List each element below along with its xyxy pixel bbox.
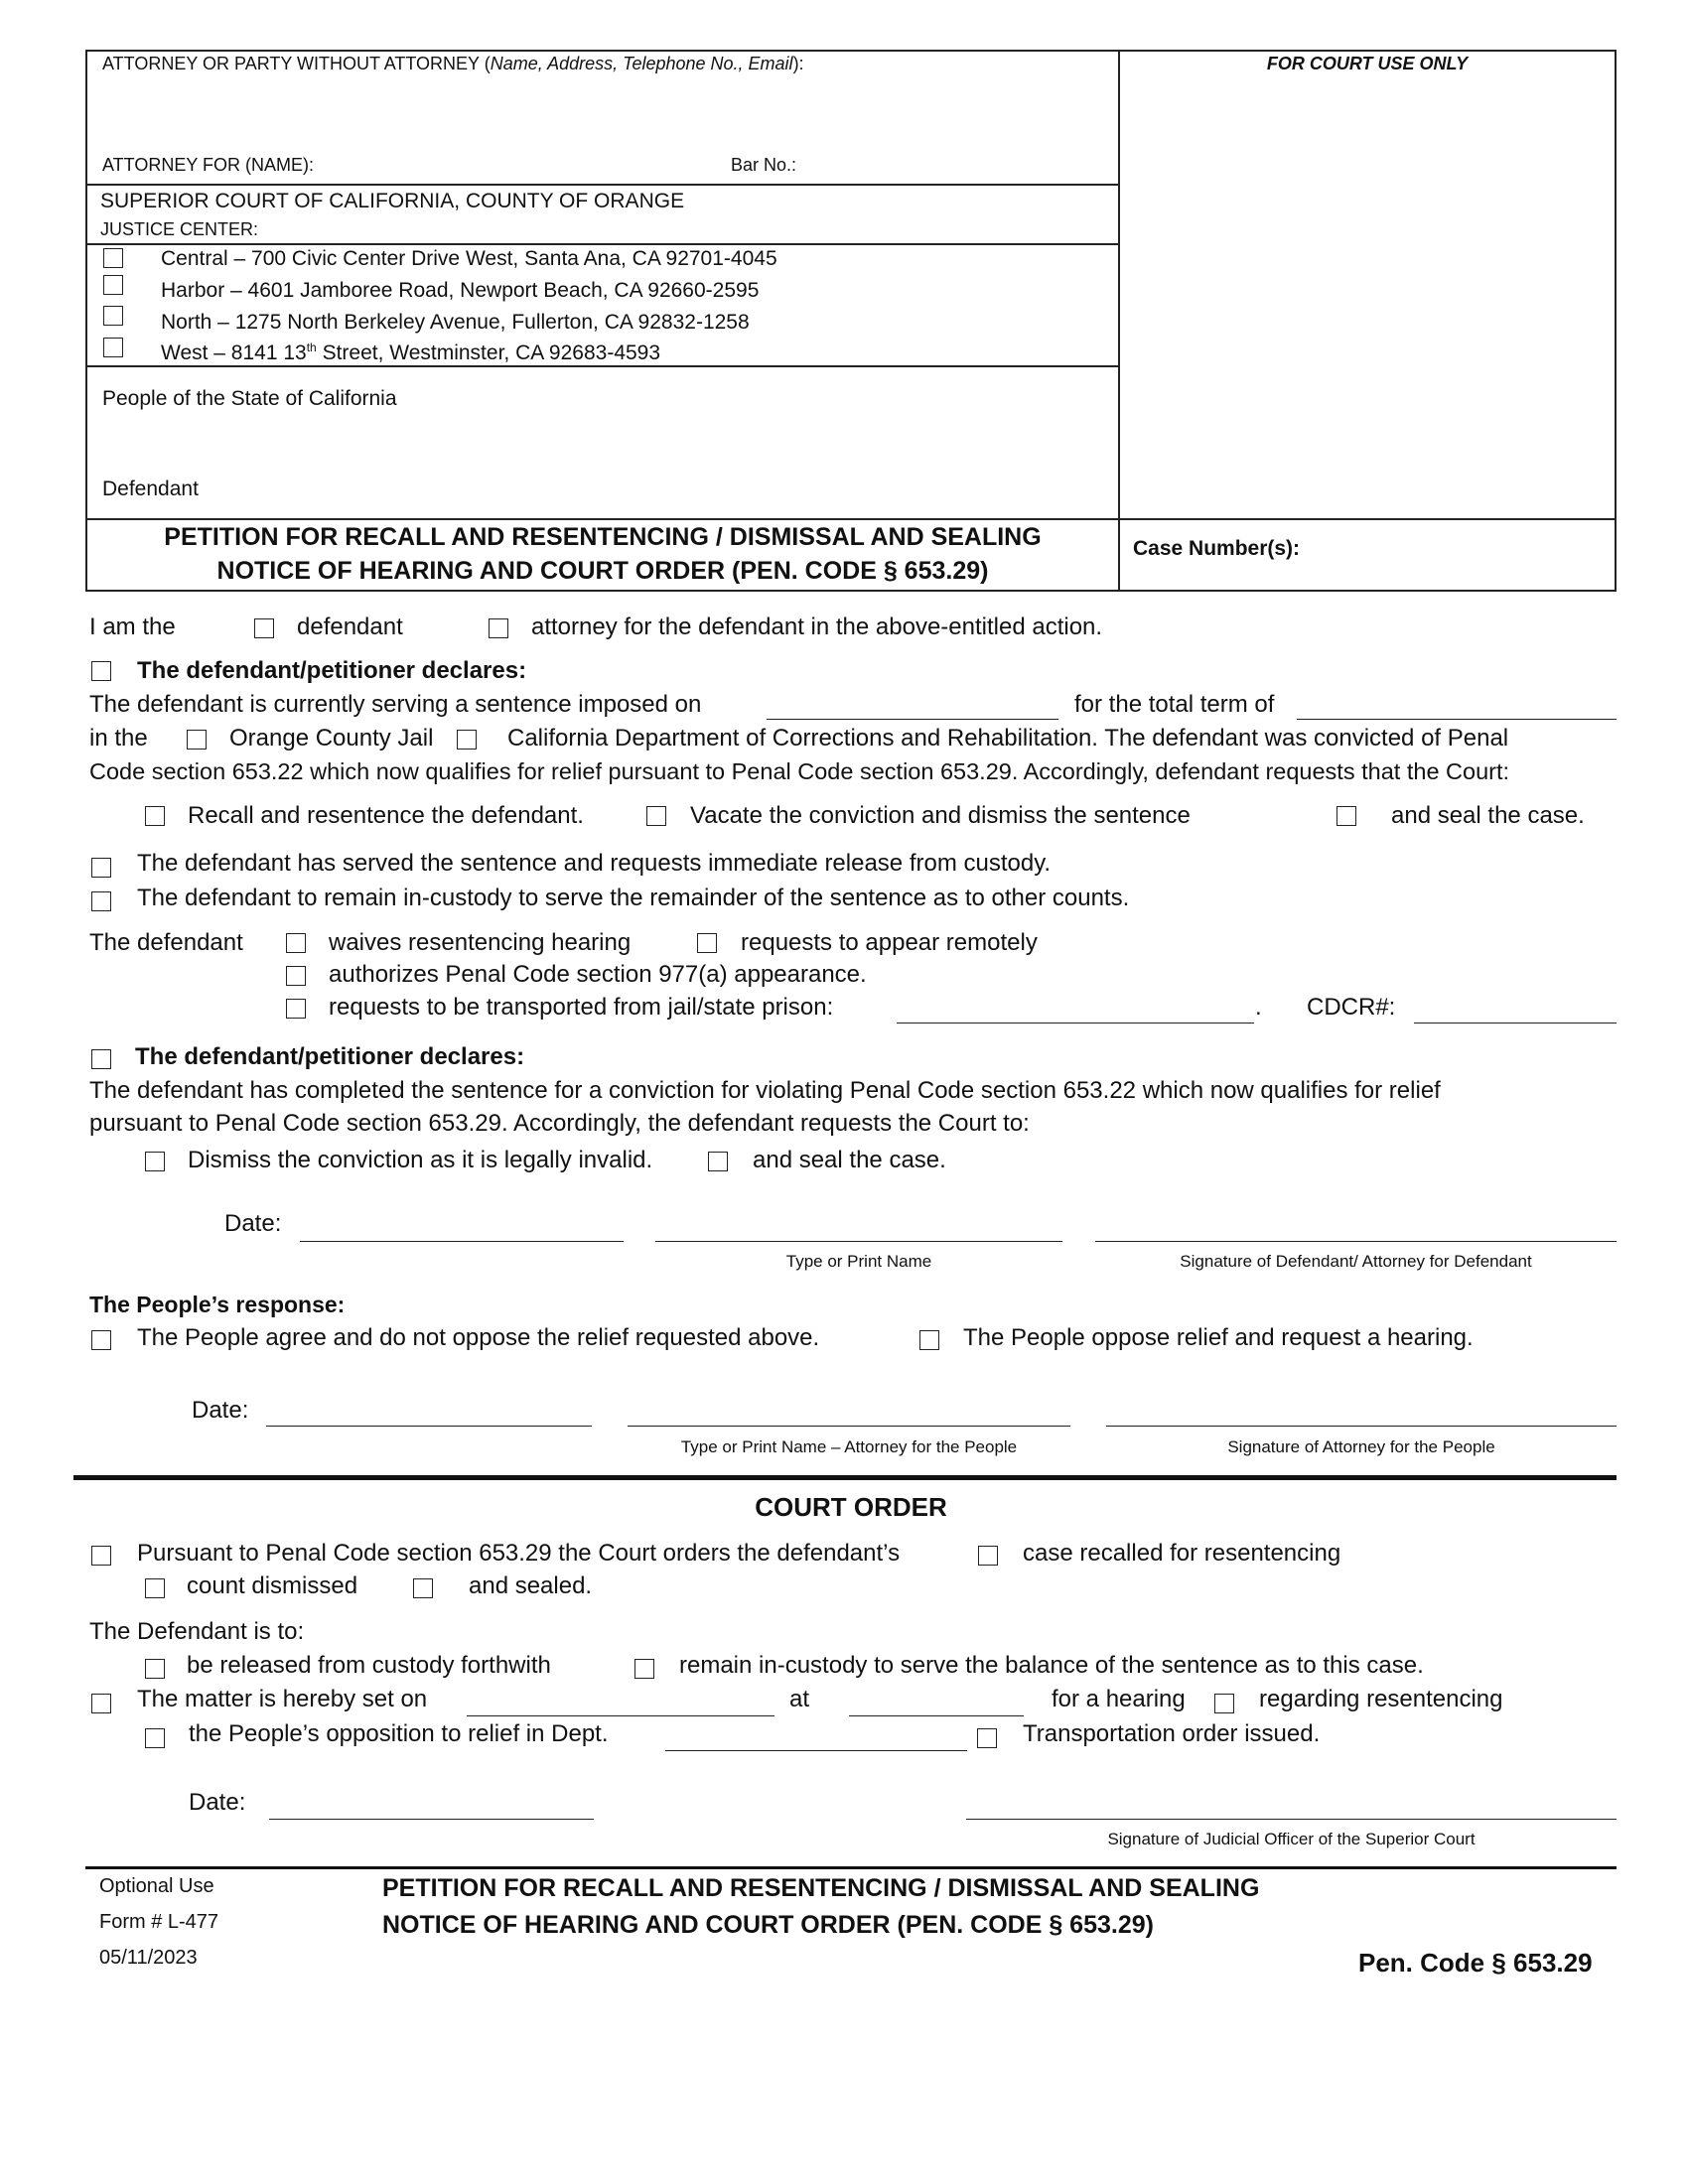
form-date-label: 05/11/2023 bbox=[99, 1947, 198, 1969]
matter-set-checkbox[interactable] bbox=[91, 1694, 111, 1713]
dismiss-invalid-checkbox[interactable] bbox=[145, 1152, 165, 1171]
i-am-the-label: I am the bbox=[89, 614, 176, 640]
seal-1-checkbox[interactable] bbox=[1336, 806, 1356, 826]
completed-line1: The defendant has completed the sentence for a conviction for violating Penal Code section 653.22 which now qualifies for relief bbox=[89, 1077, 1441, 1104]
transport-order-label: Transportation order issued. bbox=[1023, 1720, 1321, 1747]
opposition-checkbox[interactable] bbox=[145, 1728, 165, 1748]
divider bbox=[85, 518, 1120, 520]
footer-divider bbox=[85, 1866, 1617, 1869]
dismiss-invalid-label: Dismiss the conviction as it is legally invalid. bbox=[188, 1147, 653, 1173]
form-title-line1: PETITION FOR RECALL AND RESENTENCING / DISMISSAL AND SEALING bbox=[164, 523, 1042, 551]
center-west-label: West – 8141 13th Street, Westminster, CA 92683-4593 bbox=[161, 341, 661, 364]
defendant-is-to-label: The Defendant is to: bbox=[89, 1618, 305, 1645]
waives-checkbox[interactable] bbox=[286, 933, 306, 953]
waives-label: waives resentencing hearing bbox=[329, 929, 632, 956]
recall-checkbox[interactable] bbox=[145, 806, 165, 826]
dept-field[interactable] bbox=[665, 1750, 967, 1751]
count-dismissed-checkbox[interactable] bbox=[145, 1578, 165, 1598]
justice-center-label: JUSTICE CENTER: bbox=[100, 219, 259, 239]
released-label: be released from custody forthwith bbox=[187, 1652, 551, 1679]
hearing-time-field[interactable] bbox=[849, 1715, 1024, 1716]
footer-pen-code: Pen. Code § 653.29 bbox=[1358, 1948, 1593, 1978]
defendant-label: Defendant bbox=[102, 478, 199, 500]
people-agree-label: The People agree and do not oppose the relief requested above. bbox=[137, 1324, 820, 1351]
pursuant-checkbox[interactable] bbox=[91, 1546, 111, 1566]
center-harbor-checkbox[interactable] bbox=[103, 275, 123, 295]
transport-label: requests to be transported from jail/state prison: bbox=[329, 994, 834, 1021]
petition-date-label: Date: bbox=[224, 1210, 282, 1237]
for-hearing-label: for a hearing bbox=[1052, 1686, 1186, 1712]
i-am-attorney-checkbox[interactable] bbox=[489, 618, 508, 638]
people-oppose-checkbox[interactable] bbox=[919, 1330, 939, 1350]
people-agree-checkbox[interactable] bbox=[91, 1330, 111, 1350]
declares-2-checkbox[interactable] bbox=[91, 1049, 111, 1069]
sentence-date-field[interactable] bbox=[767, 719, 1058, 720]
seal-2-checkbox[interactable] bbox=[708, 1152, 728, 1171]
remote-checkbox[interactable] bbox=[697, 933, 717, 953]
cdcr-number-field[interactable] bbox=[1414, 1023, 1617, 1024]
remote-label: requests to appear remotely bbox=[741, 929, 1038, 956]
the-defendant-label: The defendant bbox=[89, 929, 243, 956]
ocj-checkbox[interactable] bbox=[187, 730, 207, 750]
judicial-signature-caption: Signature of Judicial Officer of the Superior Court bbox=[1107, 1830, 1476, 1848]
transport-checkbox[interactable] bbox=[286, 999, 306, 1019]
hearing-date-field[interactable] bbox=[467, 1715, 774, 1716]
type-name-caption: Type or Print Name bbox=[785, 1252, 932, 1271]
total-term-label: for the total term of bbox=[1074, 691, 1275, 718]
remain-balance-checkbox[interactable] bbox=[634, 1659, 654, 1679]
footer-title-line2: NOTICE OF HEARING AND COURT ORDER (PEN. CODE § 653.29) bbox=[382, 1911, 1154, 1939]
code-section-text: Code section 653.22 which now qualifies for relief pursuant to Penal Code section 653.29. Accordingly, defendant requests that the Court: bbox=[89, 758, 1510, 784]
center-north-checkbox[interactable] bbox=[103, 306, 123, 326]
authorizes-checkbox[interactable] bbox=[286, 966, 306, 986]
i-am-defendant-checkbox[interactable] bbox=[254, 618, 274, 638]
served-checkbox[interactable] bbox=[91, 858, 111, 878]
serving-label: The defendant is currently serving a sentence imposed on bbox=[89, 691, 702, 718]
regarding-checkbox[interactable] bbox=[1214, 1694, 1234, 1713]
form-title-line2: NOTICE OF HEARING AND COURT ORDER (PEN. CODE § 653.29) bbox=[216, 557, 989, 585]
in-the-label: in the bbox=[89, 725, 148, 751]
cdcr-number-label: CDCR#: bbox=[1307, 994, 1396, 1021]
judicial-signature-field[interactable] bbox=[966, 1819, 1617, 1820]
vacate-label: Vacate the conviction and dismiss the sentence bbox=[690, 802, 1191, 829]
declares-1-heading: The defendant/petitioner declares: bbox=[137, 657, 527, 684]
petition-name-field[interactable] bbox=[655, 1241, 1062, 1242]
people-signature-caption: Signature of Attorney for the People bbox=[1227, 1437, 1495, 1456]
court-name: SUPERIOR COURT OF CALIFORNIA, COUNTY OF ORANGE bbox=[100, 190, 685, 212]
completed-line2: pursuant to Penal Code section 653.29. Accordingly, the defendant requests the Court to: bbox=[89, 1110, 1030, 1137]
total-term-field[interactable] bbox=[1297, 719, 1617, 720]
matter-set-label: The matter is hereby set on bbox=[137, 1686, 428, 1712]
cdcr-label: California Department of Corrections and Rehabilitation. The defendant was convicted of Penal bbox=[507, 725, 1509, 751]
divider bbox=[85, 365, 1120, 367]
people-signature-field[interactable] bbox=[1106, 1426, 1617, 1427]
center-west-checkbox[interactable] bbox=[103, 338, 123, 357]
prison-name-field[interactable] bbox=[897, 1023, 1254, 1024]
people-response-heading: The People’s response: bbox=[89, 1292, 346, 1317]
pursuant-label: Pursuant to Penal Code section 653.29 the Court orders the defendant’s bbox=[137, 1540, 901, 1567]
case-number-label: Case Number(s): bbox=[1133, 537, 1301, 560]
people-name-caption: Type or Print Name – Attorney for the People bbox=[680, 1437, 1018, 1456]
declares-2-heading: The defendant/petitioner declares: bbox=[135, 1043, 525, 1070]
authorizes-label: authorizes Penal Code section 977(a) appearance. bbox=[329, 961, 867, 988]
sealed-label: and sealed. bbox=[469, 1572, 593, 1599]
attorney-for-label: ATTORNEY FOR (NAME): bbox=[102, 155, 315, 175]
sealed-checkbox[interactable] bbox=[413, 1578, 433, 1598]
order-date-label: Date: bbox=[189, 1789, 246, 1816]
recall-label: Recall and resentence the defendant. bbox=[188, 802, 584, 829]
section-divider bbox=[73, 1475, 1617, 1480]
regarding-label: regarding resentencing bbox=[1259, 1686, 1503, 1712]
ocj-label: Orange County Jail bbox=[229, 725, 434, 751]
center-harbor-label: Harbor – 4601 Jamboree Road, Newport Beach, CA 92660-2595 bbox=[161, 279, 760, 302]
petition-signature-field[interactable] bbox=[1095, 1241, 1617, 1242]
declares-1-checkbox[interactable] bbox=[91, 661, 111, 681]
form-number-label: Form # L-477 bbox=[99, 1911, 219, 1933]
optional-use-label: Optional Use bbox=[99, 1875, 214, 1897]
signature-defendant-caption: Signature of Defendant/ Attorney for Defendant bbox=[1180, 1252, 1532, 1271]
recalled-label: case recalled for resentencing bbox=[1023, 1540, 1341, 1567]
recalled-checkbox[interactable] bbox=[978, 1546, 998, 1566]
vacate-checkbox[interactable] bbox=[646, 806, 666, 826]
i-am-defendant-label: defendant bbox=[297, 614, 403, 640]
seal-1-label: and seal the case. bbox=[1391, 802, 1585, 829]
attorney-label: ATTORNEY OR PARTY WITHOUT ATTORNEY (Name, Address, Telephone No., Email): bbox=[102, 54, 804, 73]
court-use-box bbox=[1118, 50, 1617, 520]
transport-order-checkbox[interactable] bbox=[977, 1728, 997, 1748]
people-name-field[interactable] bbox=[628, 1426, 1070, 1427]
people-oppose-label: The People oppose relief and request a hearing. bbox=[963, 1324, 1474, 1351]
court-use-label: FOR COURT USE ONLY bbox=[1266, 54, 1469, 73]
count-dismissed-label: count dismissed bbox=[187, 1572, 358, 1599]
people-label: People of the State of California bbox=[102, 387, 397, 410]
remain-label: The defendant to remain in-custody to serve the remainder of the sentence as to other counts. bbox=[137, 885, 1130, 911]
order-date-field[interactable] bbox=[269, 1819, 594, 1820]
divider bbox=[85, 184, 1120, 186]
center-central-label: Central – 700 Civic Center Drive West, Santa Ana, CA 92701-4045 bbox=[161, 247, 777, 270]
at-label: at bbox=[789, 1686, 810, 1712]
remain-balance-label: remain in-custody to serve the balance of the sentence as to this case. bbox=[679, 1652, 1424, 1679]
footer-title-line1: PETITION FOR RECALL AND RESENTENCING / DISMISSAL AND SEALING bbox=[382, 1874, 1260, 1902]
petition-date-field[interactable] bbox=[300, 1241, 624, 1242]
i-am-attorney-label: attorney for the defendant in the above-entitled action. bbox=[531, 614, 1103, 640]
period: . bbox=[1255, 994, 1262, 1021]
seal-2-label: and seal the case. bbox=[753, 1147, 946, 1173]
center-north-label: North – 1275 North Berkeley Avenue, Fullerton, CA 92832-1258 bbox=[161, 311, 750, 334]
released-checkbox[interactable] bbox=[145, 1659, 165, 1679]
people-date-label: Date: bbox=[192, 1397, 249, 1424]
center-central-checkbox[interactable] bbox=[103, 248, 123, 268]
court-order-heading: COURT ORDER bbox=[755, 1492, 947, 1522]
bar-no-label: Bar No.: bbox=[731, 155, 797, 175]
remain-checkbox[interactable] bbox=[91, 891, 111, 911]
served-label: The defendant has served the sentence and requests immediate release from custody. bbox=[137, 850, 1052, 877]
cdcr-checkbox[interactable] bbox=[457, 730, 477, 750]
people-date-field[interactable] bbox=[266, 1426, 592, 1427]
opposition-label: the People’s opposition to relief in Dept. bbox=[189, 1720, 609, 1747]
